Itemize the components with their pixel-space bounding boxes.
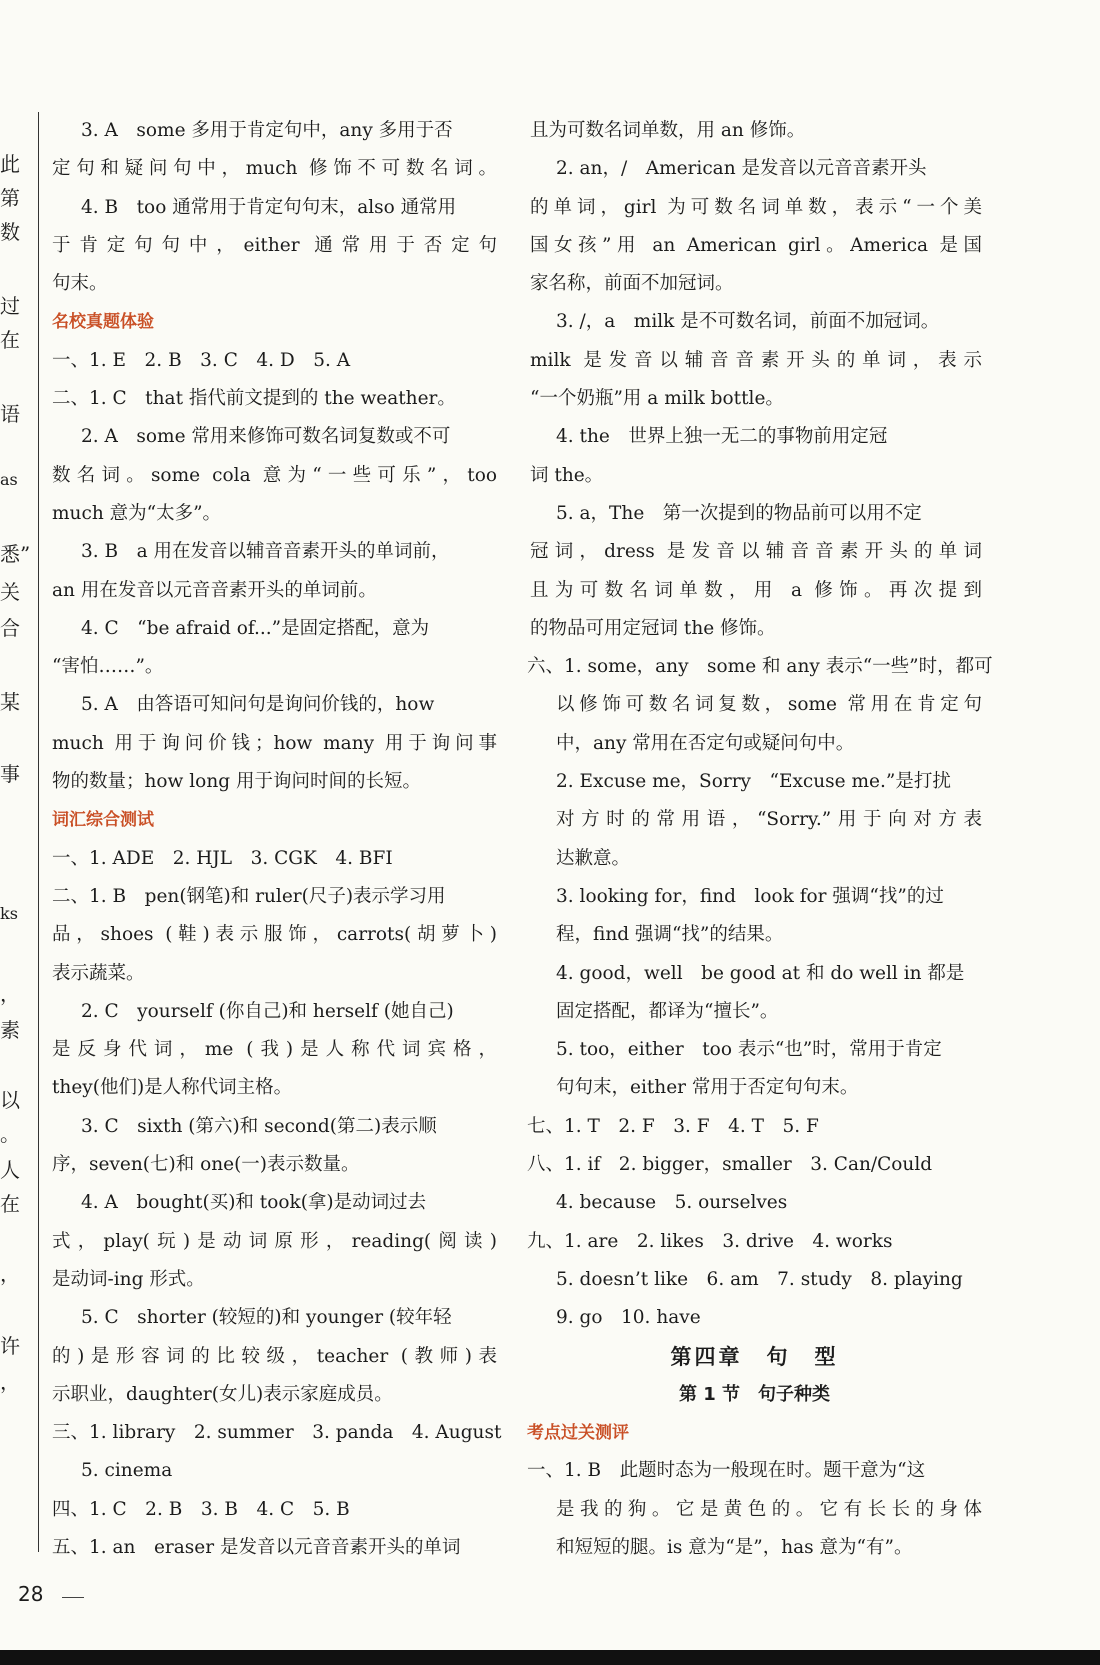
answer-line: 八、1. if 2. bigger，smaller 3. Can/Could <box>527 1154 933 1176</box>
answer-line: 六、1. some，any some 和 any 表示“一些”时，都可 <box>527 656 993 678</box>
answer-line: 以修饰可数名词复数，some 常用在肯定句 <box>556 694 982 716</box>
answer-line: 对方时的常用语，“Sorry.”用于向对方表 <box>556 809 982 831</box>
answer-line: 七、1. T 2. F 3. F 4. T 5. F <box>527 1115 819 1137</box>
cut-text: 以 <box>0 1088 20 1112</box>
page-number: 28 <box>18 1582 44 1606</box>
cut-text: 悉” <box>0 542 31 566</box>
cut-text: ， <box>0 982 20 1006</box>
cut-text: 素 <box>0 1018 20 1042</box>
answer-line: 品，shoes (鞋)表示服饰，carrots(胡萝卜) <box>52 924 497 946</box>
answer-column-right <box>527 112 993 1567</box>
cut-text: 语 <box>0 402 20 426</box>
answer-line: 五、1. an eraser 是发音以元音音素开头的单词 <box>52 1536 461 1558</box>
answer-line: 序，seven(七)和 one(一)表示数量。 <box>52 1154 360 1176</box>
answer-line: 一、1. B 此题时态为一般现在时。题干意为“这 <box>527 1460 926 1482</box>
answer-line: 5. C shorter (较短的)和 younger (较年轻 <box>81 1307 452 1329</box>
page-number-dash <box>62 1597 84 1598</box>
chapter-title: 第四章 句 型 <box>670 1344 839 1369</box>
cut-text: 第 <box>0 186 20 210</box>
answer-line: 物的数量；how long 用于询问时间的长短。 <box>52 771 421 793</box>
answer-line: 国女孩”用 an American girl。America 是国 <box>530 234 982 256</box>
answer-line: 3. B a 用在发音以辅音音素开头的单词前， <box>81 541 450 563</box>
answer-line: 句末。 <box>52 273 108 295</box>
cut-text: 此 <box>0 152 20 176</box>
answer-line: 表示蔬菜。 <box>52 962 145 984</box>
answer-line: 句句末，either 常用于否定句句末。 <box>556 1077 859 1099</box>
answer-line: much 意为“太多”。 <box>52 502 222 524</box>
answer-line: 定句和疑问句中，much 修饰不可数名词。 <box>52 158 497 180</box>
answer-line: 3. A some 多用于肯定句中，any 多用于否 <box>81 120 453 141</box>
answer-line: 2. Excuse me，Sorry “Excuse me.”是打扰 <box>556 771 951 793</box>
answer-line: 3. looking for，find look for 强调“找”的过 <box>556 885 944 907</box>
answer-line: 且为可数名词单数，用 an 修饰。 <box>530 120 806 141</box>
answer-line: 示职业，daughter(女儿)表示家庭成员。 <box>52 1383 393 1405</box>
answer-line: 4. A bought(买)和 took(拿)是动词过去 <box>81 1192 427 1214</box>
cut-text: 许 <box>0 1334 20 1358</box>
answer-line: 4. C “be afraid of...”是固定搭配，意为 <box>81 617 430 639</box>
answer-line: milk 是发音以辅音音素开头的单词，表示 <box>530 349 982 371</box>
answer-line: 4. because 5. ourselves <box>556 1192 788 1214</box>
answer-line: 家名称，前面不加冠词。 <box>530 273 734 295</box>
answer-line: 且为可数名词单数，用 a 修饰。再次提到 <box>530 579 982 601</box>
answer-line: 3. C sixth (第六)和 second(第二)表示顺 <box>81 1115 437 1137</box>
answer-line: 二、1. B pen(钢笔)和 ruler(尺子)表示学习用 <box>52 885 446 907</box>
answer-line: 4. B too 通常用于肯定句句末，also 通常用 <box>81 196 457 218</box>
answer-line: 一、1. ADE 2. HJL 3. CGK 4. BFI <box>52 847 393 869</box>
answer-line: 和短短的腿。is 意为“是”，has 意为“有”。 <box>556 1536 913 1558</box>
section-heading: 考点过关测评 <box>527 1423 629 1444</box>
section-heading: 词汇综合测试 <box>52 810 154 831</box>
answer-line: 4. the 世界上独一无二的事物前用定冠 <box>556 426 888 448</box>
cut-text: 事 <box>0 762 20 786</box>
answer-line: they(他们)是人称代词主格。 <box>52 1077 293 1099</box>
section-heading: 名校真题体验 <box>52 312 154 333</box>
cut-text: 人 <box>0 1158 20 1182</box>
answer-line: 的物品可用定冠词 the 修饰。 <box>530 617 776 639</box>
answer-line: 4. good，well be good at 和 do well in 都是 <box>556 962 965 984</box>
answer-line: 冠词，dress 是发音以辅音音素开头的单词 <box>530 541 982 563</box>
answer-line: 2. an，/ American 是发音以元音音素开头 <box>556 158 927 180</box>
column-divider <box>38 112 39 1552</box>
answer-line: 数名词。some cola 意为“一些可乐”，too <box>52 464 497 486</box>
answer-line: 的单词，girl 为可数名词单数，表示“一个美 <box>530 196 982 218</box>
cut-text: ， <box>0 1262 20 1286</box>
answer-line: much 用于询问价钱；how many 用于询问事 <box>52 732 497 754</box>
answer-line: 5. too，either too 表示“也”时，常用于肯定 <box>556 1039 942 1061</box>
answer-line: 5. doesn’t like 6. am 7. study 8. playing <box>556 1268 963 1290</box>
answer-line: 是动词-ing 形式。 <box>52 1268 205 1290</box>
answer-line: “一个奶瓶”用 a milk bottle。 <box>530 388 784 410</box>
cut-text: 在 <box>0 1192 20 1216</box>
answer-line: 5. A 由答语可知问句是询问价钱的，how <box>81 694 435 716</box>
cut-text: 。 <box>0 1122 20 1146</box>
cut-text: 合 <box>0 616 20 640</box>
answer-line: 达歉意。 <box>556 847 631 869</box>
cut-text: 某 <box>0 690 20 714</box>
answer-line: 5. cinema <box>81 1460 173 1482</box>
cut-text: 在 <box>0 328 20 352</box>
cut-text: 关 <box>0 580 20 604</box>
cut-text: ks <box>0 904 18 923</box>
cut-text: ， <box>0 1370 20 1394</box>
answer-line: 词 the。 <box>530 464 604 486</box>
answer-line: 的)是形容词的比较级，teacher (教师)表 <box>52 1345 497 1367</box>
answer-line: an 用在发音以元音音素开头的单词前。 <box>52 579 377 601</box>
answer-line: 固定搭配，都译为“擅长”。 <box>556 1000 779 1022</box>
answer-line: 九、1. are 2. likes 3. drive 4. works <box>527 1230 893 1252</box>
cut-text: as <box>0 470 18 489</box>
answer-line: 中，any 常用在否定句或疑问句中。 <box>556 732 855 754</box>
answer-line: 3. /，a milk 是不可数名词，前面不加冠词。 <box>556 311 940 333</box>
answer-line: 5. a，The 第一次提到的物品前可以用不定 <box>556 502 922 524</box>
answer-line: 2. A some 常用来修饰可数名词复数或不可 <box>81 426 451 448</box>
answer-line: 于肯定句句中，either 通常用于否定句 <box>52 234 497 256</box>
answer-line: 三、1. library 2. summer 3. panda 4. August <box>52 1422 502 1444</box>
scan-edge-bar <box>0 1650 1100 1665</box>
cut-text: 数 <box>0 220 20 244</box>
answer-line: 式，play(玩)是动词原形，reading(阅读) <box>52 1230 497 1252</box>
answer-line: 是我的狗。它是黄色的。它有长长的身体 <box>556 1498 982 1520</box>
answer-line: 程，find 强调“找”的结果。 <box>556 924 784 946</box>
section-title: 第 1 节 句子种类 <box>678 1383 831 1405</box>
answer-line: 四、1. C 2. B 3. B 4. C 5. B <box>52 1498 350 1520</box>
answer-column-left <box>52 112 502 1567</box>
answer-line: “害怕……”。 <box>52 656 164 678</box>
answer-line: 二、1. C that 指代前文提到的 the weather。 <box>52 388 456 410</box>
cut-off-left-column <box>0 118 31 1578</box>
answer-line: 一、1. E 2. B 3. C 4. D 5. A <box>52 349 351 371</box>
answer-line: 2. C yourself (你自己)和 herself (她自己) <box>81 1000 454 1022</box>
cut-text: 过 <box>0 294 20 318</box>
answer-line: 9. go 10. have <box>556 1307 701 1329</box>
answer-line: 是反身代词，me (我)是人称代词宾格， <box>52 1039 497 1061</box>
